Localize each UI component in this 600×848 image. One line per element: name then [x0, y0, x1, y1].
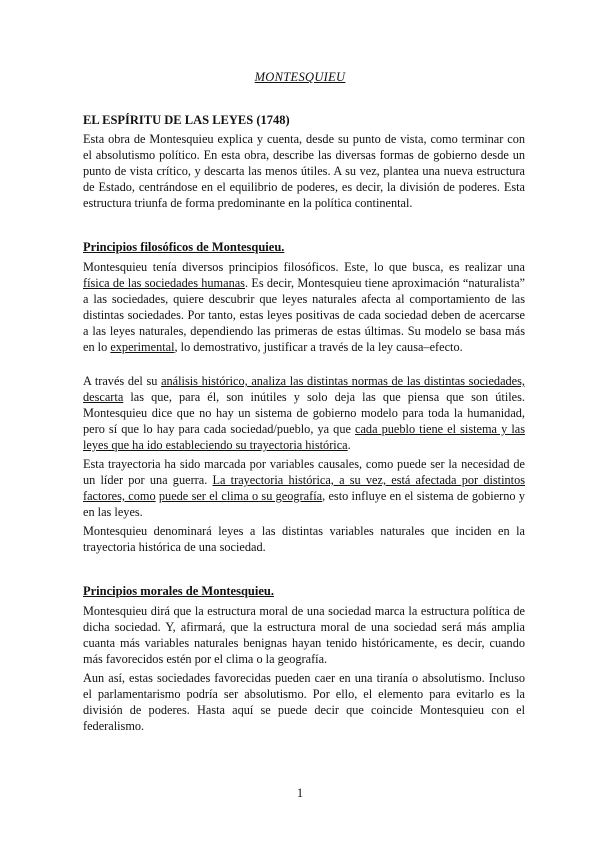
- underlined-text: análisis histórico, analiza las distintas normas de las distintas sociedades, descarta: [83, 374, 526, 404]
- text-run: . Es decir, Montesquieu tiene aproximación “naturalista” a las sociedades, quiere descubrir que leyes naturales afecta al comportamiento de las distintas sociedades. Por tanto, estas leyes positivas de cada sociedad deben de acercarse a las leyes naturales, dependiendo las primeras de estas últimas. Su modelo se basa más en lo: [83, 276, 525, 354]
- text-run: Montesquieu tenía diversos principios filosóficos. Este, lo que busca, es realizar una: [83, 260, 525, 274]
- paragraph-morales-1: Montesquieu dirá que la estructura moral de una sociedad marca la estructura política de dicha sociedad. Y, afirmará, que la estructura moral de una sociedad será más amplia cuanta más variables naturales benignas hayan tenido históricamente, es decir, cuando más favorecidos estén por el clima o la geografía.: [83, 604, 525, 666]
- text-run: .: [347, 438, 351, 452]
- text-run: , esto influye en el sistema de gobierno y en las leyes.: [83, 489, 525, 519]
- document-title: MONTESQUIEU: [254, 70, 346, 84]
- underlined-text: cada pueblo tiene el sistema y las leyes que ha ido estableciendo su trayectoria histórica: [83, 422, 525, 452]
- section-heading-morales: Principios morales de Montesquieu.: [83, 584, 274, 598]
- paragraph-espiritu: Esta obra de Montesquieu explica y cuenta, desde su punto de vista, como terminar con el absolutismo político. En esta obra, describe las diversas formas de gobierno desde un punto de vista crítico, y descarta las menos útiles. A su vez, plantea una nueva estructura de Estado, centrándose en el equilibrio de poderes, es decir, la división de poderes. Esta estructura triunfa de forma predominante en la política continental.: [83, 132, 525, 210]
- section-heading-filosoficos: Principios filosóficos de Montesquieu.: [83, 240, 285, 254]
- underlined-text: La trayectoria histórica, a su vez, está afectada por distintos factores, como: [83, 473, 525, 503]
- underlined-text: física de las sociedades humanas: [83, 276, 245, 290]
- section-heading-espiritu: EL ESPÍRITU DE LAS LEYES (1748): [83, 113, 290, 127]
- text-run: , lo demostrativo, justificar a través de la ley causa–efecto.: [174, 340, 463, 354]
- page-number: 1: [296, 786, 304, 800]
- paragraph-filosoficos-4: Montesquieu denominará leyes a las distintas variables naturales que inciden en la trayectoria histórica de una sociedad.: [83, 524, 525, 554]
- text-run: A través del su: [83, 374, 162, 388]
- text-run: Esta trayectoria ha sido marcada por variables causales, como puede ser la necesidad de un líder por una guerra.: [83, 457, 525, 487]
- text-run: las que, para él, son inútiles y solo deja las que piensa que son útiles. Montesquieu dice que no hay un sistema de gobierno modelo para toda la humanidad, pero sí que lo hay para cada sociedad/pueblo, ya que: [83, 390, 525, 436]
- paragraph-filosoficos-2: [83, 373, 525, 453]
- paragraph-filosoficos-3: [83, 456, 525, 520]
- paragraph-filosoficos-1: [83, 259, 525, 355]
- underlined-text: puede ser el clima o su geografía: [158, 489, 323, 503]
- underlined-text: experimental: [110, 340, 175, 354]
- paragraph-morales-2: Aun así, estas sociedades favorecidas pueden caer en una tiranía o absolutismo. Incluso el parlamentarismo podría ser absolutismo. Por ello, el elemento para evitarlo es la división de poderes. Hasta aquí se puede decir que coincide Montesquieu con el federalismo.: [83, 671, 525, 733]
